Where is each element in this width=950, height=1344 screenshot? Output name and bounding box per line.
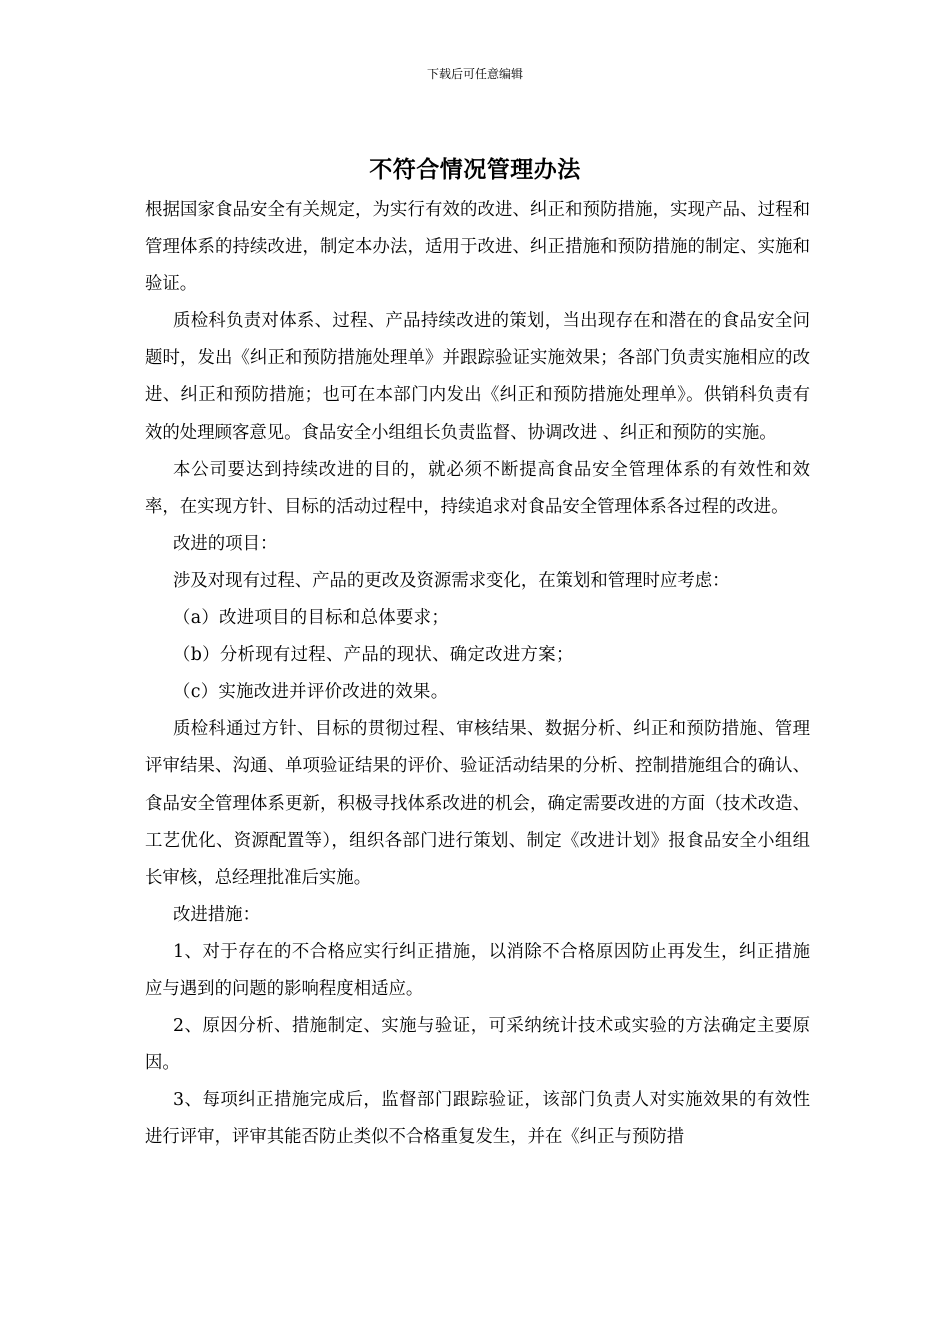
- section-heading-improvement-measures: 改进措施：: [173, 904, 260, 925]
- list-item-c: （c）实施改进并评价改进的效果。: [173, 682, 449, 703]
- paragraph-intro: 根据国家食品安全有关规定，为实行有效的改进、纠正和预防措施，实现产品、过程和管理体系的持续改进，制定本办法，适用于改进、纠正措施和预防措施的制定、实施和验证。: [145, 200, 810, 295]
- paragraph-continuous-improvement: 本公司要达到持续改进的目的，就必须不断提高食品安全管理体系的有效性和效率，在实现方针、目标的活动过程中，持续追求对食品安全管理体系各过程的改进。: [145, 459, 810, 517]
- paragraph-responsibilities: 质检科负责对体系、过程、产品持续改进的策划，当出现存在和潜在的食品安全问题时，发出《纠正和预防措施处理单》并跟踪验证实施效果；各部门负责实施相应的改进、纠正和预防措施；也可在本部门内发出《纠正和预防措施处理单》。供销科负责有效的处理顾客意见。食品安全小组组长负责监督、协调改进 、纠正和预防的实施。: [145, 311, 810, 443]
- paragraph-quality-dept: 质检科通过方针、目标的贯彻过程、审核结果、数据分析、纠正和预防措施、管理评审结果、沟通、单项验证结果的评价、验证活动结果的分析、控制措施组合的确认、食品安全管理体系更新，积极寻找体系改进的机会，确定需要改进的方面（技术改造、工艺优化、资源配置等），组织各部门进行策划、制定《改进计划》报食品安全小组组长审核，总经理批准后实施。: [145, 719, 810, 888]
- list-item-a: （a）改进项目的目标和总体要求；: [173, 608, 450, 629]
- list-item-b: （b）分析现有过程、产品的现状、确定改进方案；: [173, 645, 574, 666]
- section-heading-improvement-items: 改进的项目：: [173, 533, 278, 554]
- page-header: 下载后可任意编辑: [426, 67, 523, 81]
- paragraph-considerations: 涉及对现有过程、产品的更改及资源需求变化，在策划和管理时应考虑：: [173, 570, 730, 591]
- measure-item-3: 3、每项纠正措施完成后，监督部门跟踪验证，该部门负责人对实施效果的有效性进行评审，评审其能否防止类似不合格重复发生，并在《纠正与预防措: [145, 1090, 810, 1148]
- document-body: [145, 192, 810, 1156]
- document-title: 不符合情况管理办法: [369, 156, 581, 183]
- measure-item-2: 2、原因分析、措施制定、实施与验证，可采纳统计技术或实验的方法确定主要原因。: [145, 1016, 810, 1074]
- measure-item-1: 1、对于存在的不合格应实行纠正措施，以消除不合格原因防止再发生，纠正措施应与遇到的问题的影响程度相适应。: [145, 941, 810, 999]
